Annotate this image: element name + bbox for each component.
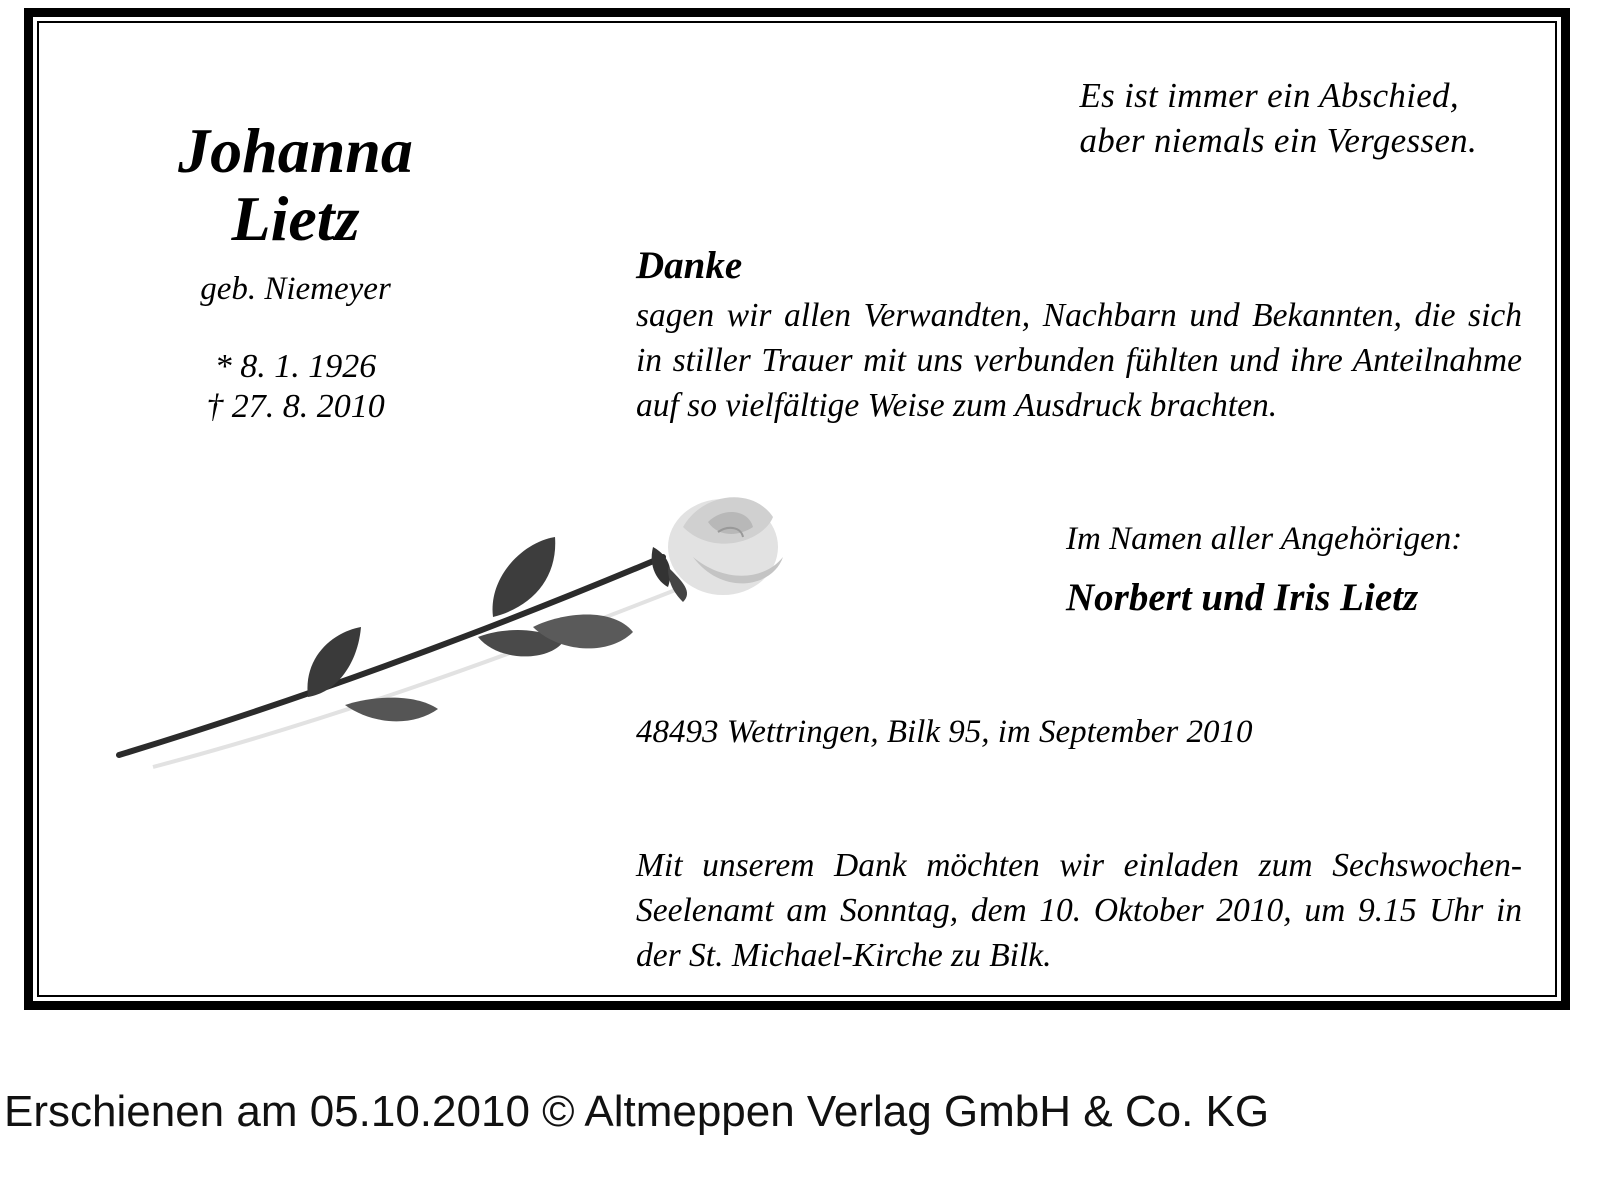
- publication-footer: Erschienen am 05.10.2010 © Altmeppen Verlag GmbH & Co. KG: [4, 1087, 1270, 1136]
- motto-line-2: aber niemals ein Vergessen.: [1079, 121, 1477, 160]
- rose-stem-shadow: [153, 587, 683, 767]
- rose-bloom: [668, 497, 783, 595]
- rose-leaf: [345, 698, 438, 722]
- deceased-last-name: Lietz: [231, 183, 360, 254]
- deceased-first-name: Johanna: [178, 115, 413, 186]
- thanks-text: sagen wir allen Verwandten, Nachbarn und Bekannten, die sich in stiller Trauer mit uns verbunden fühlten und ihre Anteilnahme auf so vielfältige Weise zum Ausdruck brachten.: [636, 297, 1522, 424]
- signature-label: Im Namen aller Angehörigen:: [1066, 521, 1463, 557]
- invitation-text: Mit unserem Dank möchten wir einladen zum Sechswochen-Seelenamt am Sonntag, dem 10. Oktober 2010, um 9.15 Uhr in der St. Michael-Kirche zu Bilk.: [636, 847, 1522, 974]
- deceased-dates: [113, 347, 478, 427]
- motto: [1079, 73, 1477, 163]
- deceased-birth-name: geb. Niemeyer: [200, 271, 391, 307]
- death-date: † 27. 8. 2010: [206, 388, 385, 425]
- address-line: 48493 Wettringen, Bilk 95, im September 2010: [636, 714, 1253, 750]
- rose-sepal: [652, 547, 671, 587]
- rose-stem: [119, 557, 663, 755]
- birth-date: * 8. 1. 1926: [214, 348, 377, 385]
- thanks-title: Danke: [636, 244, 743, 287]
- notice-card: [24, 8, 1570, 1010]
- deceased-block: [113, 117, 478, 427]
- signature-names: Norbert und Iris Lietz: [1066, 576, 1419, 619]
- motto-line-1: Es ist immer ein Abschied,: [1079, 76, 1459, 115]
